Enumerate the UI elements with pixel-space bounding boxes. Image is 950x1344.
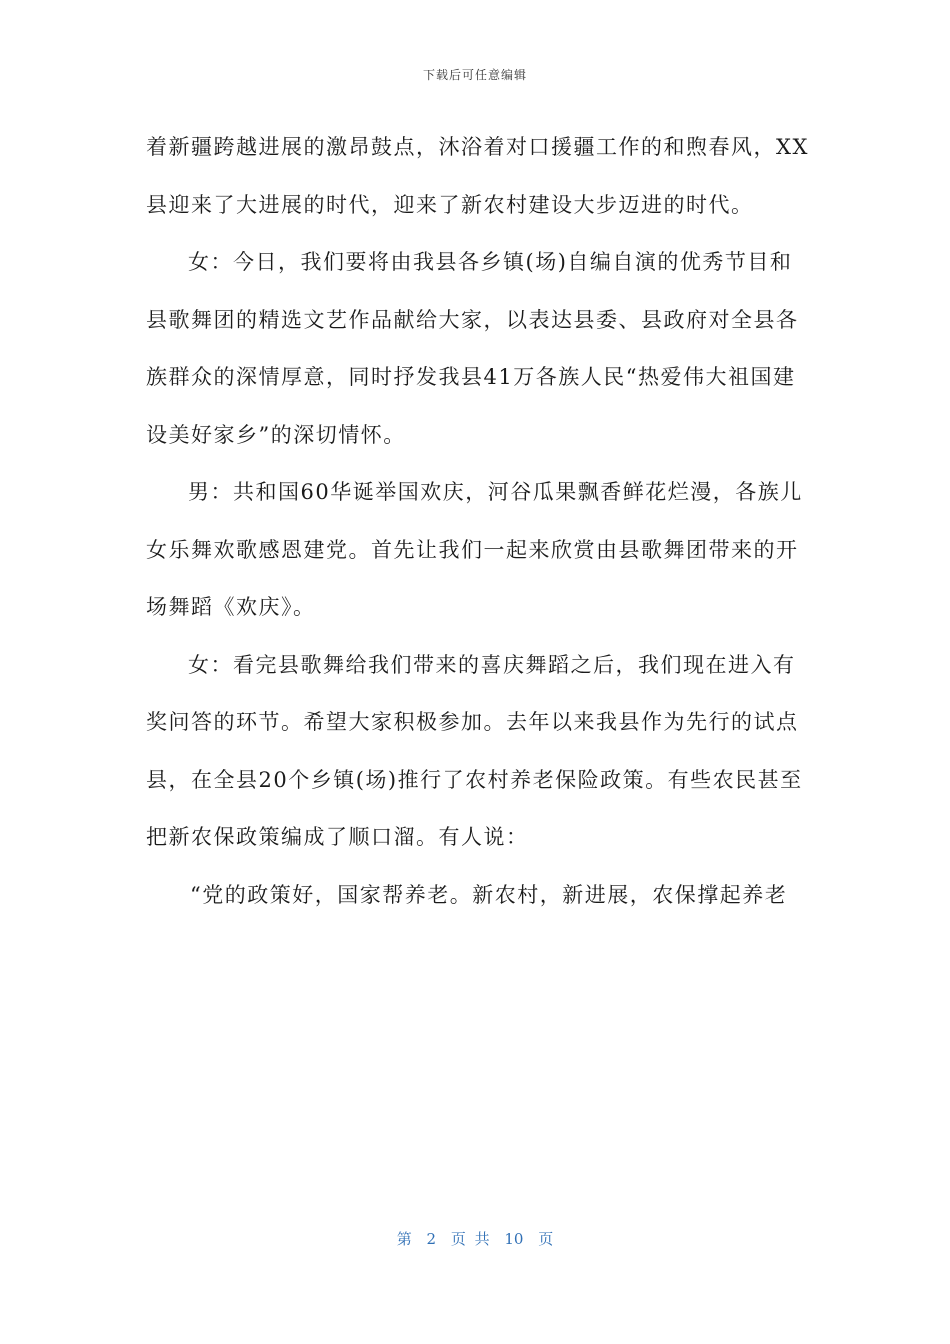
footer-current-page: 2 (426, 1230, 437, 1248)
paragraph-1-line-1: 着新疆跨越进展的激昂鼓点，沐浴着对口援疆工作的和煦春风，XX (146, 135, 809, 159)
paragraph-4-line-2: 奖问答的环节。希望大家积极参加。去年以来我县作为先行的试点 (146, 710, 799, 734)
paragraph-4-line-4: 把新农保政策编成了顺口溜。有人说： (146, 825, 529, 849)
document-body (146, 122, 809, 927)
paragraph-1-line-2: 县迎来了大进展的时代，迎来了新农村建设大步迈进的时代。 (146, 192, 754, 217)
paragraph-2-line-3: 族群众的深情厚意，同时抒发我县41万各族人民“热爱伟大祖国建 (146, 365, 796, 389)
paragraph-2-line-1: 女：今日，我们要将由我县各乡镇(场)自编自演的优秀节目和 (188, 250, 793, 274)
paragraph-2-line-2: 县歌舞团的精选文艺作品献给大家，以表达县委、县政府对全县各 (146, 307, 799, 332)
footer-prefix: 第 (396, 1230, 412, 1248)
paragraph-3-line-1: 男：共和国60华诞举国欢庆，河谷瓜果飘香鲜花烂漫，各族儿 (188, 480, 803, 504)
paragraph-4-line-1: 女：看完县歌舞给我们带来的喜庆舞蹈之后，我们现在进入有 (188, 652, 796, 677)
footer-middle: 页 共 (450, 1230, 490, 1248)
paragraph-3-line-3: 场舞蹈《欢庆》。 (146, 595, 316, 619)
paragraph-5-line-1: “党的政策好，国家帮养老。新农村，新进展，农保撑起养老 (190, 882, 788, 907)
paragraph-3-line-2: 女乐舞欢歌感恩建党。首先让我们一起来欣赏由县歌舞团带来的开 (146, 537, 799, 562)
page-footer (0, 1228, 950, 1249)
footer-total-pages: 10 (504, 1230, 524, 1248)
paragraph-2-line-4: 设美好家乡”的深切情怀。 (146, 422, 406, 447)
page-header-note: 下载后可任意编辑 (422, 68, 527, 82)
footer-suffix: 页 (538, 1230, 554, 1248)
paragraph-4-line-3: 县，在全县20个乡镇(场)推行了农村养老保险政策。有些农民甚至 (146, 767, 803, 792)
